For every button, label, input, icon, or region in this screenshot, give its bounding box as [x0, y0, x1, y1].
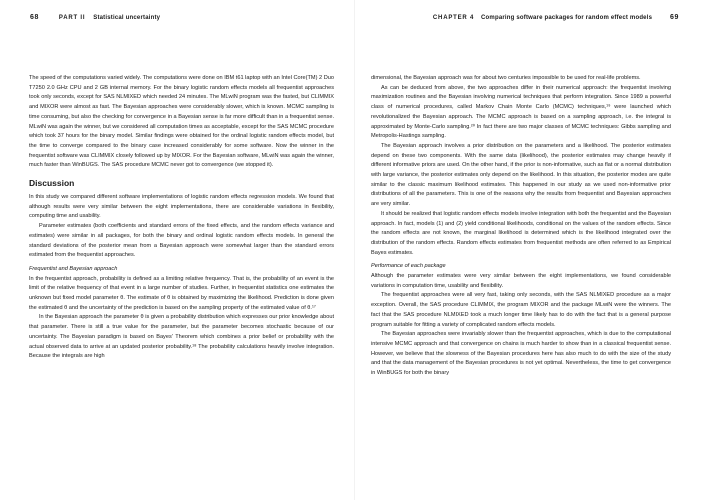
running-head-right — [433, 14, 679, 21]
paragraph: In the Bayesian approach the parameter θ is given a probability distribution which expresses our prior knowledge about that parameter. There is still a true value for the parameter, but the parameter becomes stochastic because of our uncertainty. The Bayesian paradigm is based on Bayes' Theorem which combines a prior belief or probability with the actual observed data to arrive at an updated posterior probability.¹⁸ The probability calculations heavily involve integration. Because the integrals are high — [29, 314, 334, 360]
left-page — [0, 0, 354, 500]
paragraph: In the frequentist approach, probability is defined as a limiting relative frequency. That is, the probability of an event is the limit of the relative frequency of that event in a large number of studies. Further, in frequentist statistics one estimates the unknown but fixed model parameter θ. The estimate of θ is obtained by maximizing the likelihood. Prediction is done given the estimated θ and the uncertainty of the prediction is based on the sampling property of the estimated value of θ.¹⁷ — [29, 275, 334, 311]
paragraph: The Bayesian approaches were invariably slower than the frequentist approaches, which is due to the computational intensive MCMC approach and that convergence on chains is much harder to show than in a classical frequentist sense. However, we believe that the slowness of the Bayesian procedures here has also much to do with the size of the study and that the data management of the Bayesian procedures is not yet optimal. Nevertheless, the time to get convergence in WinBUGS for both the binary — [371, 331, 671, 377]
chapter-label: CHAPTER 4 — [432, 15, 475, 21]
section-title: Statistical uncertainty — [93, 15, 161, 21]
paragraph: As can be deduced from above, the two approaches differ in their numerical approach: the frequentist involving maximization routines and the Bayesian involving numerical techniques that perform integration. Since 1989 a powerful class of numerical procedures, called Markov Chain Monte Carlo (MCMC) techniques,¹⁹ were launched which revolutionalized the Bayesian approach. The MCMC approach is based on a sampling approach, i.e. the integral is approximated by Monte-Carlo sampling.²⁰ In fact there are two major classes of MCMC techniques: Gibbs sampling and Metropolis-Hastings sampling. — [371, 84, 671, 140]
subsection-heading: Performance of each package — [371, 263, 446, 270]
paragraph: The Bayesian approach involves a prior distribution on the parameters and a likelihood. The posterior estimates depend on these two components. With the same data (likelihood), the posterior estimates may change heavily if different informative priors are used. On the other hand, if the prior is non-informative, such as flat or a normal distribution with large variance, the posterior estimates only depend on the likelihood. In this situation, the posterior modes are quite similar to the classic maximum likelihood estimates. This happened in our study as we used non-informative prior distributions of all the parameters. This is one of the reasons why the results from frequentist and Bayesian approaches are very similar. — [371, 142, 671, 208]
paragraph: Parameter estimates (both coefficients and standard errors of the fixed effects, and the random effects variance and estimates) were similar in all packages, for both the binary and ordinal logistic random effects models. In general the standard deviations of the posterior mean from a Bayesian approach were somewhat larger than the standard errors estimated from the frequentist approaches. — [29, 223, 334, 259]
part-label: PART II — [58, 15, 86, 21]
left-text-column — [29, 74, 334, 362]
page-number: 68 — [30, 14, 39, 21]
paragraph: dimensional, the Bayesian approach was for about two centuries impossible to be used for real-life problems. — [371, 75, 641, 81]
subsection-heading: Frequentist and Bayesian approach — [29, 265, 118, 272]
right-page — [355, 0, 709, 500]
paragraph: The frequentist approaches were all very fast, taking only seconds, with the SAS NLMIXED procedure as a major exception. Overall, the SAS procedure CLIMMIX, the program MIXOR and the package MLwiN were the winners. The fact that the SAS procedure NLMIXED took a much longer time likely has to do with the fact that is a general purpose program suitable for fitting a variety of complicated random effects models. — [371, 292, 671, 328]
paragraph: It should be realized that logistic random effects models involve integration with both the frequentist and the Bayesian approach. In fact, models (1) and (2) yield conditional likelihoods, conditional on the values of the random effects. Since the random effects are not known, the marginal likelihood is determined which is the likelihood integrated over the distribution of the random effects. Random effects estimates from frequentist methods are often referred to as Empirical Bayes estimates. — [371, 210, 672, 256]
paragraph: In this study we compared different software implementations of logistic random effects regression models. We found that although results were very similar between the eight implementations, there are considerable variations in flexibility, computing time and usability. — [29, 194, 334, 220]
right-text-column — [371, 74, 671, 379]
paragraph: Although the parameter estimates were very similar between the eight implementations, we found considerable variations in computation time, usability and flexibility. — [371, 273, 671, 289]
discussion-heading: Discussion — [29, 178, 75, 189]
section-title: Comparing software packages for random effect models — [481, 15, 653, 21]
paragraph: The speed of the computations varied widely. The computations were done on IBM t61 laptop with an Intel Core(TM) 2 Duo T7250 2.0 GHz CPU and 2 GB internal memory. For the binary logistic random effects models all frequentist approaches took only seconds, except for SAS NLMIXED which needed 24 minutes. The MLwiN program was the fasted, but CLIMMIX and MIXOR were almost as fast. The Bayesian approaches were considerably slower, which is known. MCMC sampling is time consuming, but also the checking for convergence in a Bayesian sense is far more difficult than in a frequentist sense. MLwiN was again the winner, but we considered all computation times as acceptable, except for the SAS MCMC procedure which took 37 hours for the binary model. Similar findings were obtained for the ordinal logistic random effects model, but the time to converge compared to the binary case increased considerably for some software. Now the winner in the frequentist software was CLIMMIX closely followed up by MIXOR. For the Bayesian software, MLwiN was again the winner, much faster than WinBUGS. The SAS procedure MCMC never got to convergence (we stopped it). — [29, 75, 335, 169]
page-number: 69 — [670, 14, 679, 21]
running-head-left — [30, 14, 160, 21]
